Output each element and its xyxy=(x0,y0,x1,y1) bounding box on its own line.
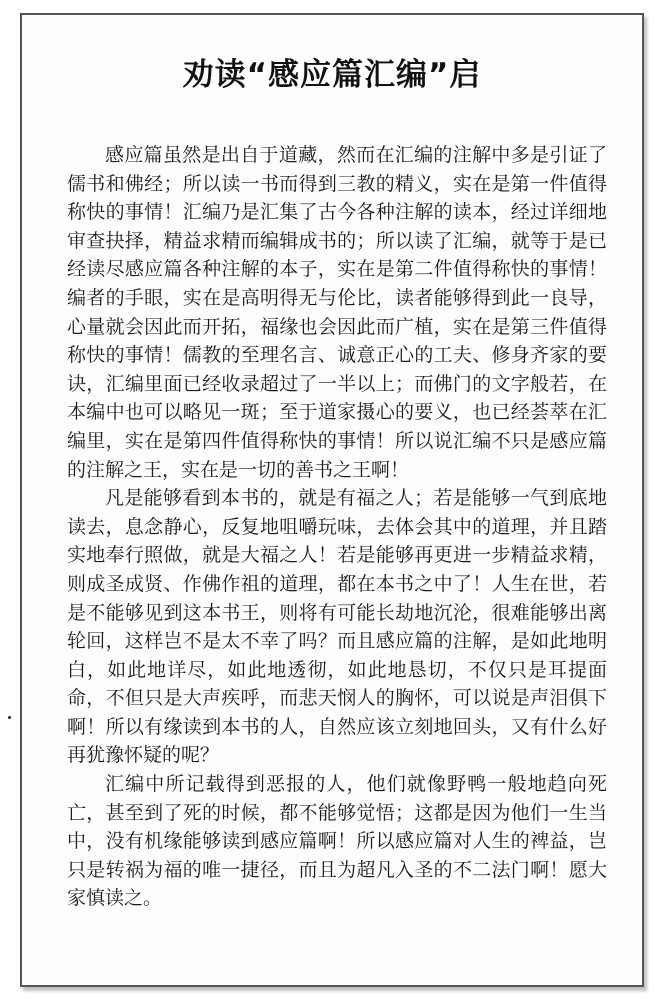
body-text xyxy=(67,141,607,913)
paragraph-2: 凡是能够看到本书的，就是有福之人；若是能够一气到底地读去，息念静心，反复地咀嚼玩味，去体会其中的道理，并且踏实地奉行照做，就是大福之人！若是能够再更进一步精益求精，则成圣成贤、作佛作祖的道理，都在本书之中了！人生在世，若是不能够见到这本书王，则将有可能长劫地沉沦，很难能够出离轮回，这样岂不是太不幸了吗？而且感应篇的注解，是如此地明白，如此地详尽，如此地透彻，如此地恳切，不仅只是耳提面命，不但只是大声疾呼，而悲天悯人的胸怀，可以说是声泪俱下啊！所以有缘读到本书的人，自然应该立刻地回头，又有什么好再犹豫怀疑的呢？ xyxy=(67,487,607,767)
page-title: 劝读“感应篇汇编”启 xyxy=(182,57,482,93)
document-page xyxy=(20,13,644,987)
margin-dot xyxy=(8,716,11,719)
paragraph-1: 感应篇虽然是出自于道藏，然而在汇编的注解中多是引证了儒书和佛经；所以读一书而得到三教的精义，实在是第一件值得称快的事情！汇编乃是汇集了古今各种注解的读本，经过详细地审查抉择，精益求精而编辑成书的；所以读了汇编，就等于是已经读尽感应篇各种注解的本子，实在是第二件值得称快的事情！编者的手眼，实在是高明得无与伦比，读者能够得到此一良导，心量就会因此而开拓，福缘也会因此而广植，实在是第三件值得称快的事情！儒教的至理名言、诚意正心的工夫、修身齐家的要诀，汇编里面已经收录超过了一半以上；而佛门的文字般若，在本编中也可以略见一斑；至于道家摄心的要义，也已经荟萃在汇编里，实在是第四件值得称快的事情！所以说汇编不只是感应篇的注解之王，实在是一切的善书之王啊！ xyxy=(67,144,607,481)
paragraph-3: 汇编中所记载得到恶报的人，他们就像野鸭一般地趋向死亡，甚至到了死的时候，都不能够觉悟；这都是因为他们一生当中，没有机缘能够读到感应篇啊！所以感应篇对人生的裨益，岂只是转祸为福的唯一捷径，而且为超凡入圣的不二法门啊！愿大家慎读之。 xyxy=(67,773,607,910)
